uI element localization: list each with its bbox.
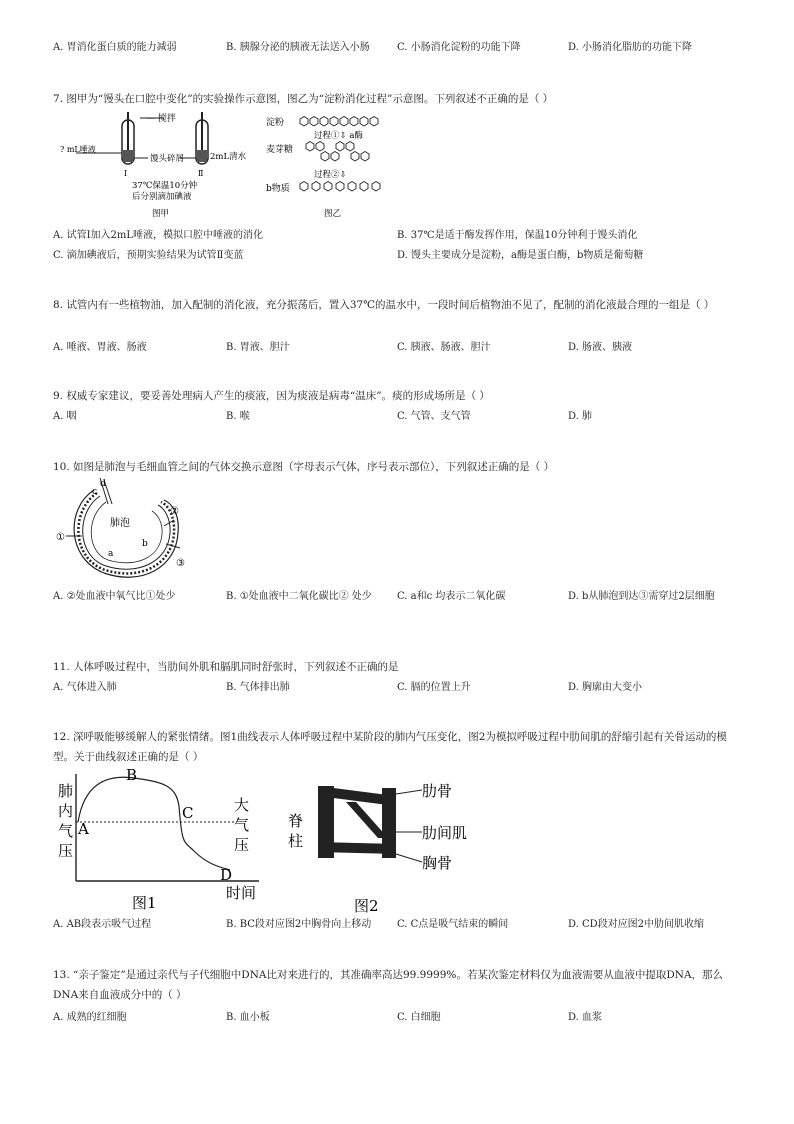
q9-stem: 9. 权威专家建议，要妥善处理病人产生的痰液，因为痰液是病毒“温床”。痰的形成场所是（ ） (53, 390, 490, 402)
q7-fig2-process2: 过程②⇩ (314, 170, 347, 180)
q12-fig1-caption: 图1 (132, 894, 157, 912)
q12-fig2-muscle: 肋间肌 (422, 824, 468, 842)
q11-option-a: A. 气体进入肺 (53, 682, 117, 693)
q7-fig1-bread: 馒头碎屑 (150, 154, 185, 164)
q12-fig2-spine-1: 脊 (288, 812, 304, 830)
q7-fig1-caption: 图甲 (152, 209, 170, 219)
q7-fig2-caption: 图乙 (324, 209, 342, 219)
q8-option-c: C. 胰液、肠液、胆汁 (397, 342, 491, 353)
q10-option-c: C. a和c 均表示二氧化碳 (397, 591, 506, 602)
q12-fig1-point-a: A (78, 820, 89, 838)
q10-fig-label1: ① (56, 532, 65, 543)
q6-option-d: D. 小肠消化脂肪的功能下降 (568, 42, 693, 53)
q7-option-b: B. 37℃是适于酶发挥作用，保温10分钟利于馒头消化 (397, 230, 638, 241)
q13-option-c: C. 白细胞 (397, 1012, 441, 1023)
q12-option-c: C. C点是吸气结束的瞬间 (397, 919, 509, 930)
q10-option-a: A. ②处血液中氧气比①处少 (53, 591, 176, 602)
q10-fig-label2: ② (170, 506, 179, 517)
q7-stem: 7. 图甲为“馒头在口腔中变化”的实验操作示意图，图乙为“淀粉消化过程”示意图。下列叙述不正确的是（ ） (53, 93, 554, 105)
q8-stem: 8. 试管内有一些植物油，加入配制的消化液，充分振荡后，置入37℃的温水中，一段时间后植物油不见了，配制的消化液最合理的一组是（ ） (53, 299, 715, 311)
q9-option-c: C. 气管、支气管 (397, 411, 471, 422)
q9-option-a: A. 咽 (53, 411, 77, 422)
q9-option-b: B. 喉 (226, 411, 250, 422)
q13-option-a: A. 成熟的红细胞 (53, 1012, 127, 1023)
q7-fig1-cond1: 37℃保温10分钟 (132, 181, 198, 191)
q10-fig-b: b (142, 539, 148, 549)
q13-option-d: D. 血浆 (568, 1012, 603, 1023)
q8-option-d: D. 肠液、胰液 (568, 342, 633, 353)
q12-fig1-point-b: B (126, 766, 138, 784)
q7-fig2-b: b物质 (266, 184, 290, 194)
q10-option-d: D. b从肺泡到达③需穿过2层细胞 (568, 591, 715, 602)
q6-option-c: C. 小肠消化淀粉的功能下降 (397, 42, 521, 53)
q12-fig1-atm-3: 压 (234, 836, 250, 854)
q8-option-b: B. 胃液、胆汁 (226, 342, 290, 353)
q7-fig1-stir: — 搅拌 (146, 114, 176, 124)
q10-fig-d: d (100, 479, 106, 489)
q7-figure-yi (266, 114, 406, 224)
q7-fig1-water: 2mL清水 (210, 152, 247, 162)
q12-fig1-atm-1: 大 (234, 796, 250, 814)
q7-option-a: A. 试管Ⅰ加入2mL唾液，模拟口腔中唾液的消化 (53, 230, 264, 241)
q11-stem: 11. 人体呼吸过程中，当肋间外肌和膈肌同时舒张时，下列叙述不正确的是 (53, 661, 399, 673)
q7-option-d: D. 馒头主要成分是淀粉，a酶是蛋白酶，b物质是葡萄糖 (397, 250, 644, 261)
q10-option-b: B. ①处血液中二氧化碳比② 处少 (226, 591, 372, 602)
q6-option-b: B. 胰腺分泌的胰液无法送入小肠 (226, 42, 370, 53)
q13-stem: 13. “亲子鉴定”是通过亲代与子代细胞中DNA比对来进行的，其准确率高达99.9999%。若某次鉴定材料仅为血液需要从血液中提取DNA，那么DNA来自血液成分中的（ ） (53, 969, 724, 1001)
q12-fig1-ylabel-3: 气 (58, 822, 74, 840)
q12-figure1-pressure-curve (54, 766, 274, 916)
q8-option-a: A. 唾液、胃液、肠液 (53, 342, 147, 353)
q7-fig2-starch: 淀粉 (266, 118, 285, 128)
q12-fig1-atm-2: 气 (234, 816, 250, 834)
q7-option-c: C. 滴加碘液后，预期实验结果为试管Ⅱ变蓝 (53, 250, 244, 261)
q7-fig2-maltose: 麦芽糖 (266, 145, 294, 155)
q11-option-d: D. 胸廓由大变小 (568, 682, 643, 693)
q7-figure-jia (60, 112, 247, 222)
q12-fig1-xlabel: 时间 (226, 884, 257, 902)
q12-fig1-point-d: D (220, 866, 233, 884)
q10-fig-c: c (92, 487, 98, 497)
q12-fig1-point-c: C (182, 804, 194, 822)
q12-fig1-ylabel-2: 内 (58, 802, 74, 820)
q12-option-a: A. AB段表示吸气过程 (53, 919, 152, 930)
q12-stem: 12. 深呼吸能够缓解人的紧张情绪。图1曲线表示人体呼吸过程中某阶段的肺内气压变化，图2为模拟呼吸过程中肋间肌的舒缩引起有关骨运动的模型。关于曲线叙述正确的是（ ） (53, 731, 727, 763)
q9-option-d: D. 肺 (568, 411, 593, 422)
q12-fig1-ylabel-4: 压 (58, 842, 74, 860)
q10-fig-label3: ③ (176, 558, 185, 569)
q7-fig1-saliva: ? mL唾液 (60, 145, 96, 154)
q7-fig2-process1: 过程①⇩ a酶 (314, 131, 363, 141)
q10-fig-alveolus: 肺泡 (110, 518, 130, 529)
q7-fig1-cond2: 后分别滴加碘液 (132, 192, 192, 202)
q12-fig2-spine-2: 柱 (288, 832, 304, 850)
q12-figure2-rib-model (284, 778, 484, 918)
q7-fig1-tube1: Ⅰ (124, 169, 128, 178)
q12-option-b: B. BC段对应图2中胸骨向上移动 (226, 919, 372, 930)
q11-option-b: B. 气体排出肺 (226, 682, 290, 693)
q10-stem: 10. 如图是肺泡与毛细血管之间的气体交换示意图（字母表示气体，序号表示部位），下列叙述正确的是（ ） (53, 461, 555, 473)
q12-fig2-caption: 图2 (354, 897, 379, 915)
q11-option-c: C. 膈的位置上升 (397, 682, 471, 693)
q12-fig2-sternum: 胸骨 (422, 854, 453, 872)
q10-alveolus-figure (56, 478, 196, 583)
q12-option-d: D. CD段对应图2中肋间肌收缩 (568, 919, 705, 930)
q12-fig1-ylabel-1: 肺 (58, 782, 74, 800)
q6-option-a: A. 胃消化蛋白质的能力减弱 (53, 42, 177, 53)
q12-fig2-rib: 肋骨 (422, 782, 453, 800)
q10-fig-a: a (108, 549, 114, 559)
q13-option-b: B. 血小板 (226, 1012, 270, 1023)
q7-fig1-tube2: Ⅱ (198, 169, 204, 178)
